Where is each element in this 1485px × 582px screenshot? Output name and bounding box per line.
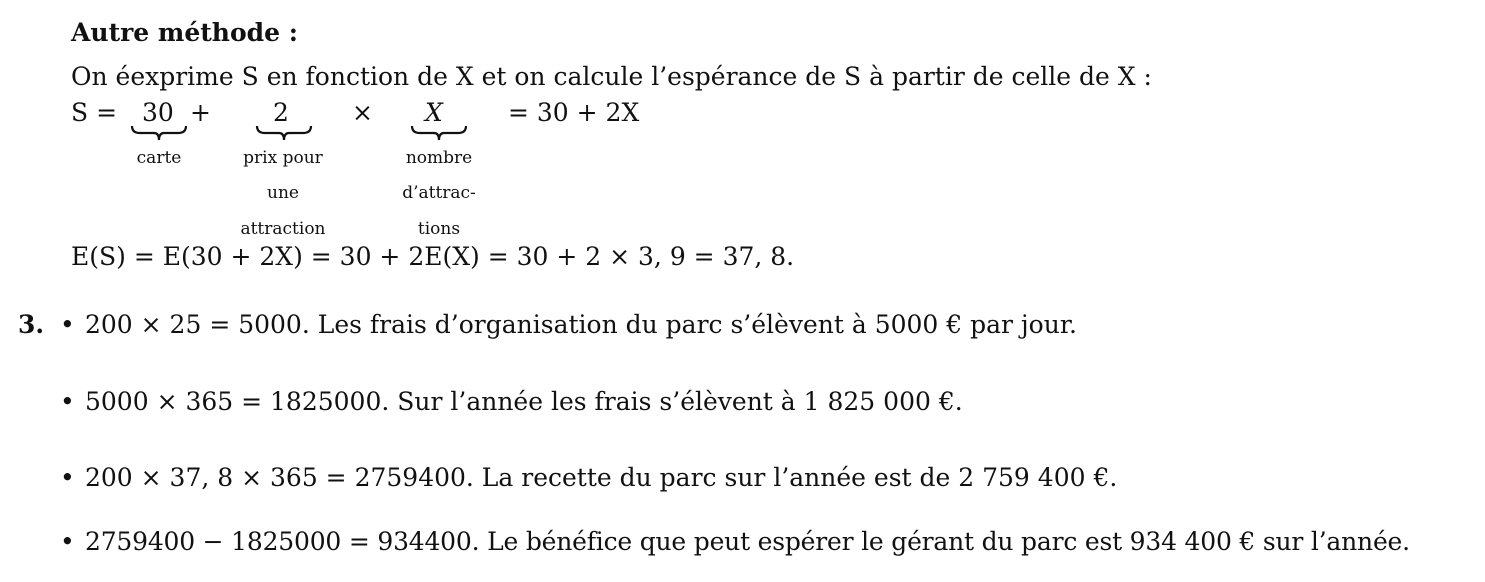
brace-label-prix-line3: attraction	[240, 219, 326, 239]
brace-label-nombre-line2: d’attrac-	[402, 183, 476, 203]
bullet-icon: •	[60, 527, 75, 556]
brace-label-nombre-line1: nombre	[405, 148, 473, 168]
formula-term-carte: 30	[142, 98, 174, 127]
formula-term-prix: 2	[273, 98, 289, 127]
formula-times: ×	[352, 98, 373, 127]
question-number: 3.	[18, 310, 45, 339]
section-heading: Autre méthode :	[71, 18, 298, 47]
formula-lhs: S =	[71, 98, 118, 127]
intro-text: On éexprime S en fonction de X et on calcule l’espérance de S à partir de celle de X :	[71, 62, 1152, 91]
bullet-icon: •	[60, 310, 75, 339]
underbrace-icon	[410, 124, 468, 142]
brace-label-carte: carte	[136, 148, 182, 168]
underbrace-icon	[255, 124, 313, 142]
underbrace-icon	[130, 124, 188, 142]
bullet-icon: •	[60, 387, 75, 416]
formula-result: = 30 + 2X	[508, 98, 640, 127]
list-item: 200 × 25 = 5000. Les frais d’organisation du parc s’élèvent à 5000 € par jour.	[85, 310, 1077, 339]
formula-plus: +	[190, 98, 211, 127]
list-item: 2759400 − 1825000 = 934400. Le bénéfice que peut espérer le gérant du parc est 934 400 € sur l’année.	[85, 527, 1410, 556]
brace-label-prix-line2: une	[267, 183, 299, 203]
bullet-icon: •	[60, 463, 75, 492]
expectation-equation: E(S) = E(30 + 2X) = 30 + 2E(X) = 30 + 2 × 3, 9 = 37, 8.	[71, 242, 795, 271]
brace-label-prix-line1: prix pour	[243, 148, 323, 168]
brace-label-nombre-line3: tions	[417, 219, 461, 239]
list-item: 5000 × 365 = 1825000. Sur l’année les frais s’élèvent à 1 825 000 €.	[85, 387, 963, 416]
formula-term-nombre: X	[425, 98, 443, 127]
list-item: 200 × 37, 8 × 365 = 2759400. La recette du parc sur l’année est de 2 759 400 €.	[85, 463, 1118, 492]
